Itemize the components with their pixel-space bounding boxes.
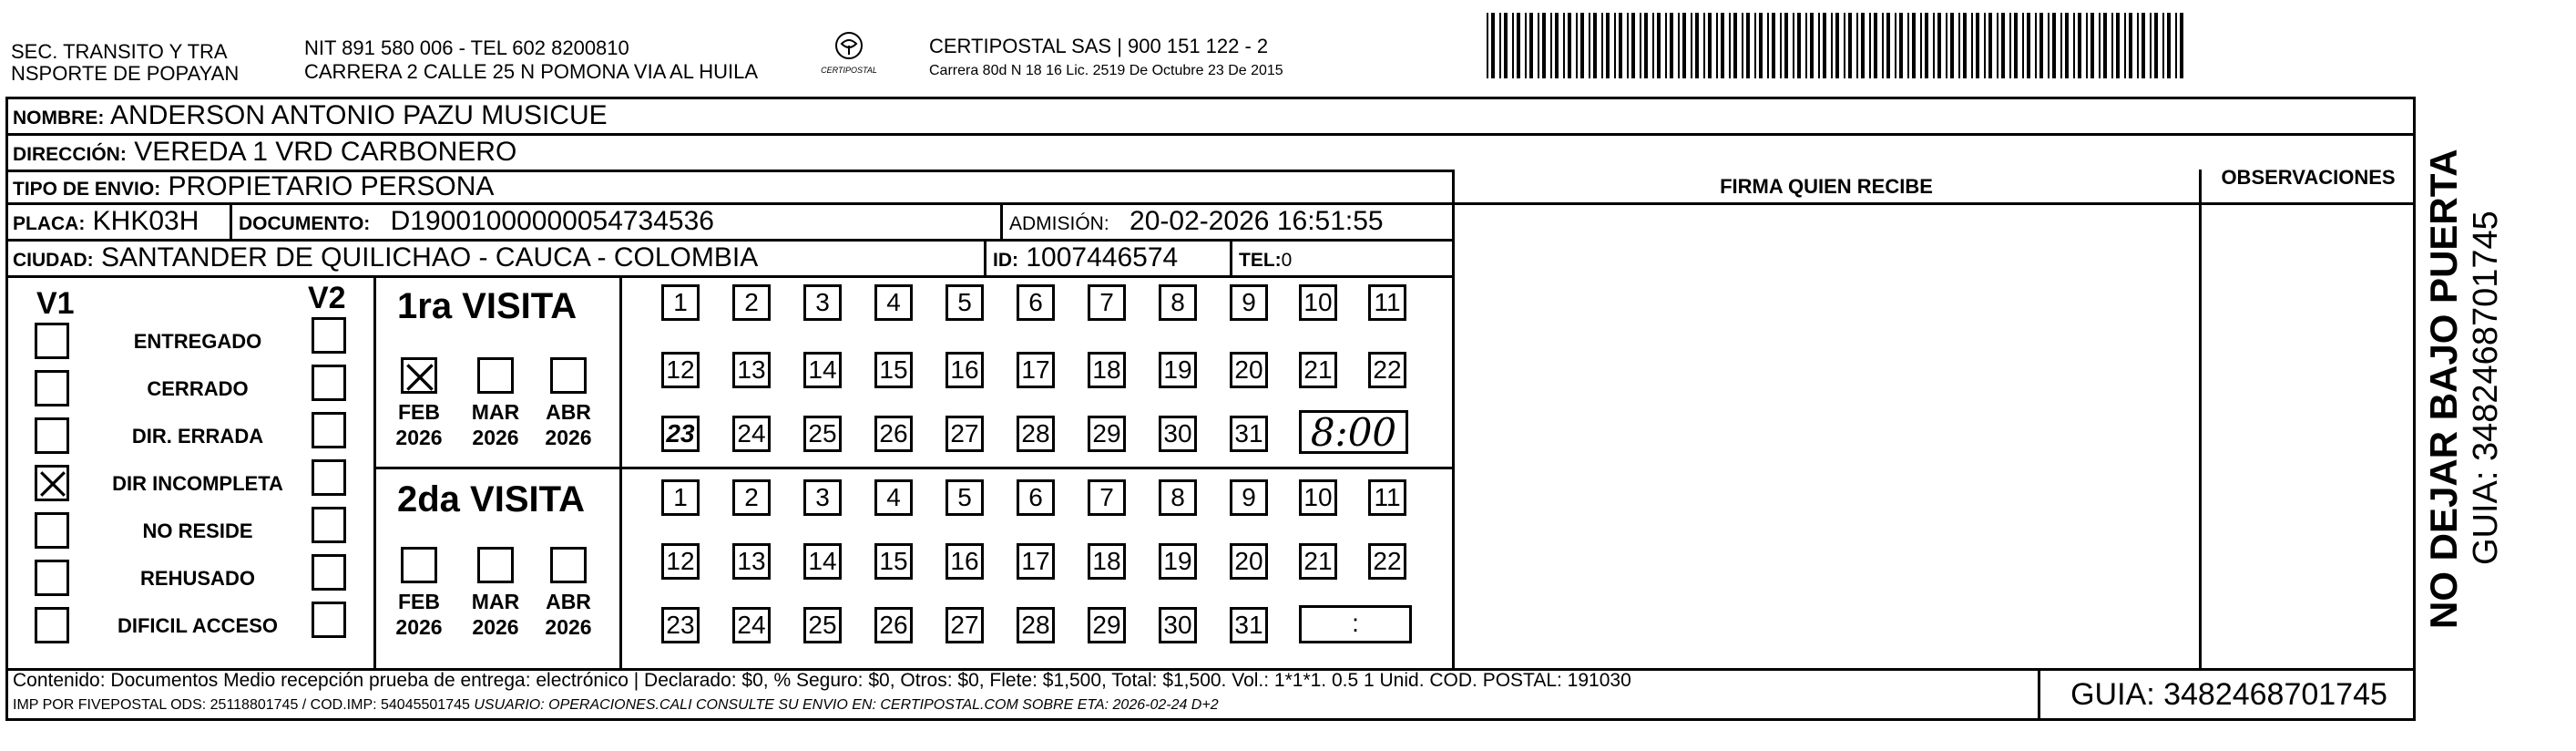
second-day-box: 31	[1230, 607, 1268, 643]
admision-row	[1009, 206, 1384, 240]
second-day-box: 4	[874, 479, 913, 516]
placa-value: KHK03H	[92, 206, 199, 236]
first-month-name: FEB	[398, 400, 440, 424]
v1-checkbox	[35, 323, 69, 359]
first-day-box: 15	[874, 352, 913, 388]
imp-line-italic: USUARIO: OPERACIONES.CALI CONSULTE SU ENVIO EN: CERTIPOSTAL.COM SOBRE ETA: 2026-02-24 D+2	[474, 697, 1219, 713]
second-month-year: 2026	[472, 615, 519, 639]
second-day-box: 10	[1299, 479, 1337, 516]
second-day-box: 9	[1230, 479, 1268, 516]
courier-logo-text: CERTIPOSTAL	[821, 66, 877, 75]
tipo-envio-value: PROPIETARIO PERSONA	[168, 171, 495, 201]
first-day-box: 23	[661, 416, 700, 452]
first-month-checkbox	[550, 357, 587, 394]
second-visit-title: 2da VISITA	[397, 479, 585, 520]
nombre-row	[13, 100, 608, 134]
second-month-checkbox	[401, 547, 437, 583]
imp-line	[13, 696, 1219, 715]
second-day-box: 1	[661, 479, 700, 516]
first-day-box: 13	[732, 352, 771, 388]
contenido-line: Contenido: Documentos Medio recepción prueba de entrega: electrónico | Declarado: $0, % Seguro: $0, Otros: $0, Flete: $1,500, Total: $1,500. Vol.: 1*1*1. 0.5 1 Unid. COD. POSTAL: 191030	[13, 670, 1631, 691]
first-day-box: 31	[1230, 416, 1268, 452]
courier-logo	[813, 27, 885, 82]
v2-label: V2	[308, 281, 346, 315]
v1-checkbox	[35, 607, 69, 643]
second-day-box: 26	[874, 607, 913, 643]
side-guia: GUIA: 3482468701745	[2467, 211, 2505, 565]
v2-checkbox	[312, 507, 346, 543]
observaciones-header: OBSERVACIONES	[2221, 166, 2396, 189]
ciudad-label: CIUDAD:	[13, 250, 94, 271]
tel-row	[1239, 242, 1292, 276]
id-value: 1007446574	[1026, 242, 1179, 273]
ciudad-row	[13, 242, 758, 276]
first-time-box: 8:00	[1299, 410, 1408, 454]
first-day-box: 14	[803, 352, 842, 388]
v1-checkbox	[35, 465, 69, 501]
tel-label: TEL:	[1239, 250, 1282, 271]
direccion-label: DIRECCIÓN:	[13, 144, 127, 165]
first-month-year: 2026	[545, 426, 592, 449]
v2-checkbox	[312, 602, 346, 638]
second-time-box: :	[1299, 605, 1412, 643]
second-day-box: 18	[1088, 543, 1126, 580]
admision-value: 20-02-2026 16:51:55	[1130, 206, 1384, 236]
first-day-box: 10	[1299, 284, 1337, 321]
second-day-box: 29	[1088, 607, 1126, 643]
status-label: DIR INCOMPLETA	[112, 472, 283, 495]
address-line: CARRERA 2 CALLE 25 N POMONA VIA AL HUILA	[304, 60, 759, 83]
second-day-box: 8	[1159, 479, 1197, 516]
second-day-box: 22	[1368, 543, 1406, 580]
first-day-box: 22	[1368, 352, 1406, 388]
second-day-box: 14	[803, 543, 842, 580]
first-day-box: 30	[1159, 416, 1197, 452]
barcode	[1487, 13, 2188, 78]
first-month-name: ABR	[546, 400, 591, 424]
status-label: REHUSADO	[140, 567, 255, 590]
first-month-year: 2026	[395, 426, 443, 449]
tipo-envio-row	[13, 171, 494, 205]
second-day-box: 2	[732, 479, 771, 516]
second-day-box: 23	[661, 607, 700, 643]
second-month-year: 2026	[545, 615, 592, 639]
v1-checkbox	[35, 417, 69, 454]
first-day-box: 25	[803, 416, 842, 452]
direccion-row	[13, 137, 516, 170]
first-day-box: 2	[732, 284, 771, 321]
second-day-box: 25	[803, 607, 842, 643]
v1-checkbox	[35, 370, 69, 406]
documento-value: D19001000000054734536	[390, 206, 714, 236]
first-day-box: 21	[1299, 352, 1337, 388]
second-day-box: 28	[1017, 607, 1055, 643]
first-day-box: 1	[661, 284, 700, 321]
v2-checkbox	[312, 412, 346, 448]
imp-line-prefix: IMP POR FIVEPOSTAL ODS: 25118801745 / COD.IMP: 54045501745	[13, 697, 475, 713]
admision-label: ADMISIÓN:	[1009, 213, 1109, 234]
tipo-envio-label: TIPO DE ENVIO:	[13, 179, 161, 200]
first-day-box: 9	[1230, 284, 1268, 321]
second-day-box: 3	[803, 479, 842, 516]
second-month-checkbox	[477, 547, 514, 583]
courier-line-1: CERTIPOSTAL SAS | 900 151 122 - 2	[929, 35, 1269, 57]
second-day-box: 20	[1230, 543, 1268, 580]
second-day-box: 11	[1368, 479, 1406, 516]
first-day-box: 28	[1017, 416, 1055, 452]
first-day-box: 12	[661, 352, 700, 388]
id-label: ID:	[993, 250, 1018, 271]
firma-header: FIRMA QUIEN RECIBE	[1720, 175, 1933, 198]
first-day-box: 18	[1088, 352, 1126, 388]
second-day-box: 12	[661, 543, 700, 580]
placa-row	[13, 206, 199, 240]
nombre-label: NOMBRE:	[13, 108, 105, 129]
first-day-box: 16	[946, 352, 984, 388]
second-day-box: 15	[874, 543, 913, 580]
status-label: CERRADO	[147, 377, 249, 400]
second-month-name: FEB	[398, 590, 440, 613]
placa-label: PLACA:	[13, 213, 86, 234]
first-day-box: 17	[1017, 352, 1055, 388]
v2-checkbox	[312, 365, 346, 401]
first-day-box: 11	[1368, 284, 1406, 321]
second-day-box: 24	[732, 607, 771, 643]
second-day-box: 16	[946, 543, 984, 580]
second-day-box: 13	[732, 543, 771, 580]
status-label: NO RESIDE	[142, 520, 253, 542]
ciudad-value: SANTANDER DE QUILICHAO - CAUCA - COLOMBIA	[101, 242, 759, 273]
tel-value: 0	[1281, 250, 1293, 271]
first-day-box: 5	[946, 284, 984, 321]
second-day-box: 5	[946, 479, 984, 516]
courier-line-2: Carrera 80d N 18 16 Lic. 2519 De Octubre 23 De 2015	[929, 63, 1283, 78]
first-month-name: MAR	[471, 400, 520, 424]
documento-row	[239, 206, 714, 240]
v1-checkbox	[35, 560, 69, 596]
second-day-box: 27	[946, 607, 984, 643]
first-day-box: 6	[1017, 284, 1055, 321]
first-day-box: 24	[732, 416, 771, 452]
second-day-box: 6	[1017, 479, 1055, 516]
v2-checkbox	[312, 554, 346, 591]
second-month-checkbox	[550, 547, 587, 583]
side-warning: NO DEJAR BAJO PUERTA	[2422, 149, 2465, 629]
nombre-value: ANDERSON ANTONIO PAZU MUSICUE	[110, 100, 608, 130]
documento-label: DOCUMENTO:	[239, 213, 371, 234]
first-day-box: 26	[874, 416, 913, 452]
second-day-box: 19	[1159, 543, 1197, 580]
second-month-year: 2026	[395, 615, 443, 639]
second-month-name: ABR	[546, 590, 591, 613]
first-month-checkbox	[401, 357, 437, 394]
first-day-box: 7	[1088, 284, 1126, 321]
id-row	[993, 242, 1178, 276]
status-label: DIFICIL ACCESO	[117, 614, 278, 637]
first-day-box: 3	[803, 284, 842, 321]
status-label: ENTREGADO	[133, 330, 262, 353]
first-month-year: 2026	[472, 426, 519, 449]
v2-checkbox	[312, 317, 346, 354]
first-day-box: 19	[1159, 352, 1197, 388]
first-month-checkbox	[477, 357, 514, 394]
first-day-box: 4	[874, 284, 913, 321]
v2-checkbox	[312, 459, 346, 496]
v1-label: V1	[36, 286, 75, 321]
first-day-box: 29	[1088, 416, 1126, 452]
sender-line-1: SEC. TRANSITO Y TRA	[11, 40, 228, 63]
first-visit-title: 1ra VISITA	[397, 286, 578, 326]
sender-line-2: NSPORTE DE POPAYAN	[11, 62, 240, 85]
status-label: DIR. ERRADA	[131, 425, 264, 448]
first-day-box: 27	[946, 416, 984, 452]
v1-checkbox	[35, 512, 69, 549]
second-day-box: 17	[1017, 543, 1055, 580]
first-day-box: 8	[1159, 284, 1197, 321]
first-day-box: 20	[1230, 352, 1268, 388]
second-month-name: MAR	[471, 590, 520, 613]
footer-guia: GUIA: 3482468701745	[2070, 677, 2387, 712]
second-day-box: 21	[1299, 543, 1337, 580]
nit-line: NIT 891 580 006 - TEL 602 8200810	[304, 36, 629, 59]
direccion-value: VEREDA 1 VRD CARBONERO	[134, 137, 517, 167]
second-day-box: 30	[1159, 607, 1197, 643]
second-day-box: 7	[1088, 479, 1126, 516]
